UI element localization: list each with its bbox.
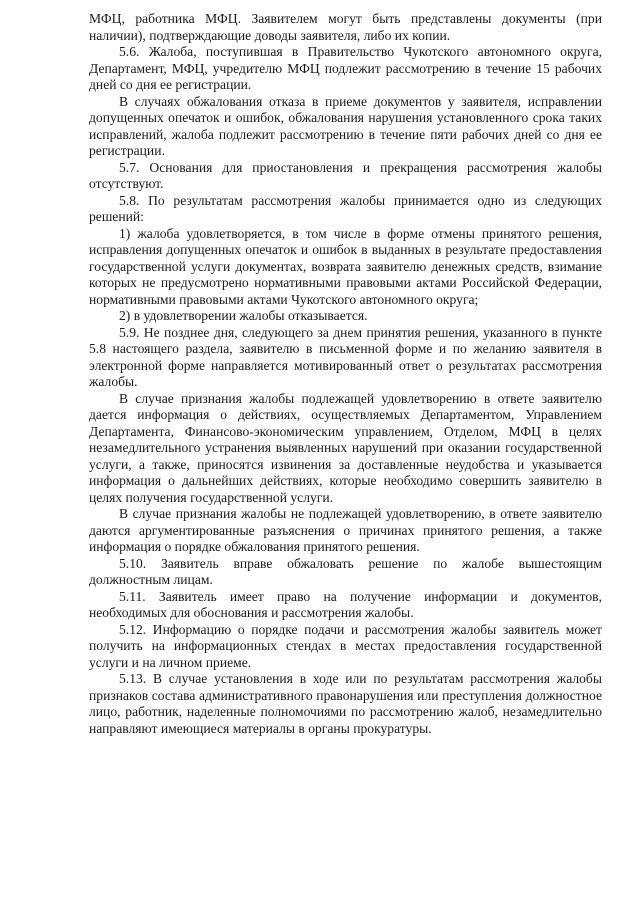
paragraph-5-7: 5.7. Основания для приостановления и прекращения рассмотрения жалобы отсутствуют.: [89, 159, 602, 191]
paragraph-5-9: 5.9. Не позднее дня, следующего за днем принятия решения, указанного в пункте 5.8 настоящего раздела, заявителю в письменной форме и по желанию заявителя в электронной форме направляется мотивированный ответ о результатах рассмотрения жалобы.: [89, 324, 602, 389]
paragraph-5-8-item-1: 1) жалоба удовлетворяется, в том числе в форме отмены принятого решения, исправления допущенных опечаток и ошибок в выданных в результате предоставления государственной услуги документах, возврата заявителю денежных средств, взимание которых не предусмотрено нормативными правовыми актами Российской Федерации, нормативными правовыми актами Чукотского автономного округа;: [89, 225, 602, 307]
paragraph-satisfied-case: В случае признания жалобы подлежащей удовлетворению в ответе заявителю дается информация о действиях, осуществляемых Департаментом, Управлением Департамента, Финансово-экономическим управлением, Отделом, МФЦ в целях незамедлительного устранения выявленных нарушений при оказании государственной услуги, а также, приносятся извинения за доставленные неудобства и указывается информация о дальнейших действиях, которые необходимо совершить заявителю в целях получения государственной услуги.: [89, 390, 602, 505]
paragraph-continuation: МФЦ, работника МФЦ. Заявителем могут быть представлены документы (при наличии), подтверждающие доводы заявителя, либо их копии.: [89, 11, 602, 43]
paragraph-5-13: 5.13. В случае установления в ходе или по результатам рассмотрения жалобы признаков состава административного правонарушения или преступления должностное лицо, работник, наделенные полномочиями по рассмотрению жалоб, незамедлительно направляют имеющиеся материалы в органы прокуратуры.: [89, 671, 602, 736]
paragraph-5-8: 5.8. По результатам рассмотрения жалобы принимается одно из следующих решений:: [89, 192, 602, 224]
paragraph-5-8-item-2: 2) в удовлетворении жалобы отказывается.: [119, 308, 368, 323]
paragraph-5-11: 5.11. Заявитель имеет право на получение информации и документов, необходимых для обоснования и рассмотрения жалобы.: [89, 588, 602, 620]
paragraph-refusal-appeal: В случаях обжалования отказа в приеме документов у заявителя, исправлении допущенных опечаток и ошибок, обжалования нарушения установленного срока таких исправлений, жалоба подлежит рассмотрению в течение пяти рабочих дней со дня ее регистрации.: [89, 93, 602, 158]
paragraph-5-6: 5.6. Жалоба, поступившая в Правительство Чукотского автономного округа, Департамент, МФЦ, учредителю МФЦ подлежит рассмотрению в течение 15 рабочих дней со дня ее регистрации.: [89, 44, 602, 92]
paragraph-5-12: 5.12. Информацию о порядке подачи и рассмотрения жалобы заявитель может получить на информационных стендах в местах предоставления государственной услуги и на личном приеме.: [89, 621, 602, 670]
paragraph-rejected-case: В случае признания жалобы не подлежащей удовлетворению, в ответе заявителю даются аргументированные разъяснения о причинах принятого решения, а также информация о порядке обжалования принятого решения.: [89, 506, 602, 554]
paragraph-5-10: 5.10. Заявитель вправе обжаловать решение по жалобе вышестоящим должностным лицам.: [89, 555, 602, 587]
